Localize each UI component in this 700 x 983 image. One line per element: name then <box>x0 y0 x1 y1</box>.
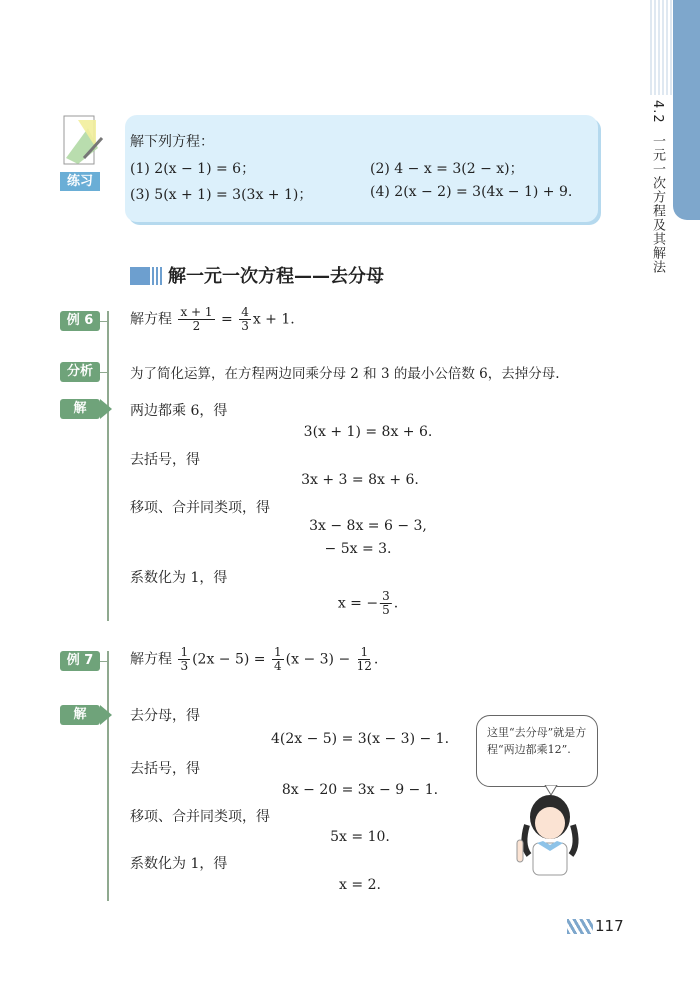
speech-bubble: 这里“去分母”就是方程“两边都乘12”. <box>476 715 598 787</box>
practice-item: (1) 2(x − 1) = 6； <box>130 161 256 177</box>
solution-tag: 解 <box>60 705 100 725</box>
step: 移项、合并同类项，得 <box>130 500 270 516</box>
step: 去分母，得 <box>130 708 200 724</box>
heading-text: 解一元一次方程——去分母 <box>168 266 384 287</box>
page-number: 117 <box>595 917 624 935</box>
practice-item: (2) 4 − x = 3(2 − x)； <box>370 161 524 177</box>
step: 移项、合并同类项，得 <box>130 809 270 825</box>
chapter-tab <box>673 0 700 220</box>
step: 系数化为 1，得 <box>130 856 228 872</box>
practice-item: (4) 2(x − 2) = 3(4x − 1) + 9. <box>370 184 573 200</box>
heading-stripes-icon <box>148 267 162 285</box>
equation: − 5x = 3. <box>324 541 392 557</box>
equation: 4(2x − 5) = 3(x − 3) − 1. <box>270 731 450 747</box>
practice-prompt: 解下列方程： <box>130 134 214 150</box>
example6-timeline <box>107 311 109 621</box>
section-number: 4.2 <box>650 100 665 124</box>
answer: x = 2. <box>339 877 381 893</box>
equation: 8x − 20 = 3x − 9 − 1. <box>281 782 439 798</box>
practice-icon <box>58 108 108 172</box>
analysis-text: 为了简化运算，在方程两边同乘分母 2 和 3 的最小公倍数 6，去掉分母. <box>130 366 560 382</box>
step: 去括号，得 <box>130 452 200 468</box>
equation: 3x − 8x = 6 − 3, <box>309 518 427 534</box>
example7-problem: 解方程 $\frac{1}{3}$ (2x − 5) = $\frac{1}{4}$ (x − 3) − $\frac{1}{12}$ . <box>130 645 379 673</box>
practice-item: (3) 5(x + 1) = 3(3x + 1)； <box>130 187 313 203</box>
step: 两边都乘 6，得 <box>130 403 228 419</box>
equation: 5x = 10. <box>330 829 390 845</box>
step: 去括号，得 <box>130 761 200 777</box>
equation: 3(x + 1) = 8x + 6. <box>303 424 433 440</box>
decorative-stripes <box>650 0 673 95</box>
practice-label: 练习 <box>60 172 100 191</box>
equation: 3x + 3 = 8x + 6. <box>301 472 419 488</box>
example6-tag: 例 6 <box>60 311 100 331</box>
step: 系数化为 1，得 <box>130 570 228 586</box>
section-title: 一元一次方程及其解法 <box>650 133 665 274</box>
chapter-side-title <box>648 100 667 274</box>
example6-problem: 解方程 $\frac{x + 1}{2}$ = $\frac{4}{3}$ x + 1. <box>130 305 295 333</box>
example7-tag: 例 7 <box>60 651 100 671</box>
page-number-stripes <box>567 919 593 934</box>
example7-timeline <box>107 651 109 901</box>
section-heading <box>130 262 384 288</box>
student-illustration <box>505 785 595 877</box>
analysis-tag: 分析 <box>60 362 100 382</box>
heading-bar-icon <box>130 267 148 285</box>
solution-tag: 解 <box>60 399 100 419</box>
answer: x = − $\frac{3}{5}$ . <box>337 589 399 617</box>
